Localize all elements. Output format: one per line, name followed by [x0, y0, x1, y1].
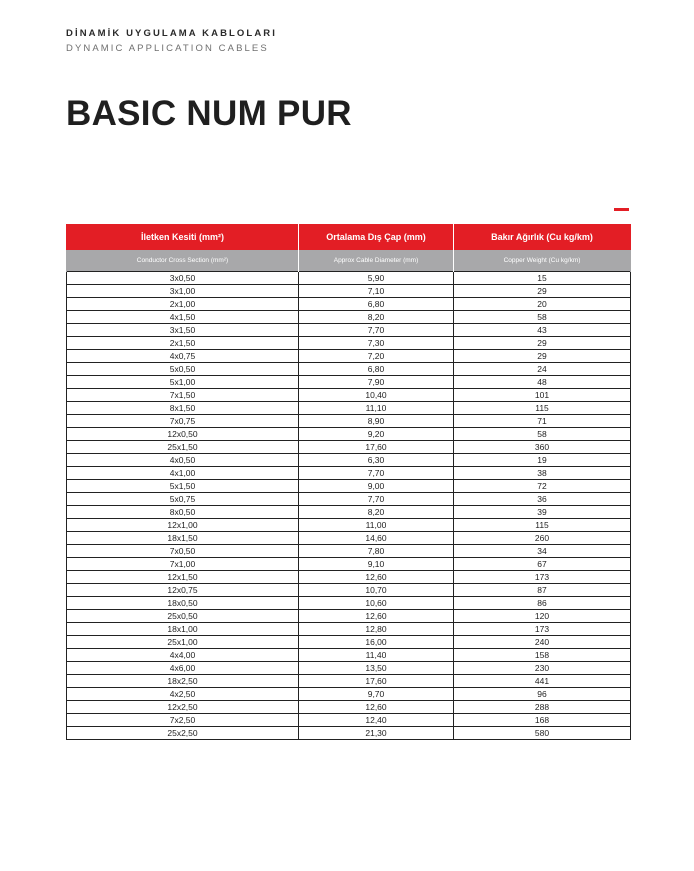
table-row [67, 402, 631, 415]
cell-conductor: 18x0,50 [67, 597, 299, 610]
cell-diameter: 7,20 [299, 350, 454, 363]
cell-conductor: 25x2,50 [67, 727, 299, 740]
table-row [67, 350, 631, 363]
cell-conductor: 3x0,50 [67, 272, 299, 285]
cell-conductor: 3x1,50 [67, 324, 299, 337]
cell-diameter: 21,30 [299, 727, 454, 740]
cell-diameter: 9,00 [299, 480, 454, 493]
cell-conductor: 12x0,50 [67, 428, 299, 441]
cell-conductor: 2x1,00 [67, 298, 299, 311]
cell-diameter: 12,80 [299, 623, 454, 636]
cell-copper: 15 [454, 272, 631, 285]
table-row [67, 337, 631, 350]
cell-conductor: 18x1,00 [67, 623, 299, 636]
cell-diameter: 6,30 [299, 454, 454, 467]
page-title: BASIC NUM PUR [66, 94, 352, 133]
cell-copper: 67 [454, 558, 631, 571]
cell-copper: 29 [454, 350, 631, 363]
cell-copper: 58 [454, 311, 631, 324]
table-row [67, 324, 631, 337]
cell-copper: 168 [454, 714, 631, 727]
cell-conductor: 25x1,00 [67, 636, 299, 649]
cell-copper: 20 [454, 298, 631, 311]
cell-conductor: 7x0,75 [67, 415, 299, 428]
cell-diameter: 7,30 [299, 337, 454, 350]
cell-copper: 43 [454, 324, 631, 337]
cell-diameter: 8,20 [299, 506, 454, 519]
cell-copper: 36 [454, 493, 631, 506]
cell-copper: 87 [454, 584, 631, 597]
header-conductor-en: Conductor Cross Section (mm²) [67, 250, 299, 272]
spec-table [66, 224, 631, 740]
cell-diameter: 7,10 [299, 285, 454, 298]
table-row [67, 662, 631, 675]
cell-conductor: 5x1,00 [67, 376, 299, 389]
cell-diameter: 7,70 [299, 324, 454, 337]
cell-conductor: 5x0,75 [67, 493, 299, 506]
cell-conductor: 12x1,00 [67, 519, 299, 532]
cell-diameter: 12,60 [299, 571, 454, 584]
cell-diameter: 5,90 [299, 272, 454, 285]
cell-conductor: 5x0,50 [67, 363, 299, 376]
cell-diameter: 10,40 [299, 389, 454, 402]
cell-diameter: 12,60 [299, 610, 454, 623]
table-row [67, 311, 631, 324]
table-row [67, 506, 631, 519]
cell-copper: 19 [454, 454, 631, 467]
cell-diameter: 11,00 [299, 519, 454, 532]
cell-copper: 86 [454, 597, 631, 610]
cell-copper: 360 [454, 441, 631, 454]
cell-copper: 173 [454, 623, 631, 636]
cell-copper: 39 [454, 506, 631, 519]
cell-diameter: 9,20 [299, 428, 454, 441]
cell-diameter: 11,40 [299, 649, 454, 662]
cell-diameter: 17,60 [299, 441, 454, 454]
cell-copper: 29 [454, 337, 631, 350]
section-title-en: DYNAMIC APPLICATION CABLES [66, 43, 269, 54]
table-row [67, 701, 631, 714]
cell-conductor: 7x1,50 [67, 389, 299, 402]
table-row [67, 519, 631, 532]
cell-copper: 441 [454, 675, 631, 688]
cell-diameter: 7,70 [299, 493, 454, 506]
cell-diameter: 12,60 [299, 701, 454, 714]
table-row [67, 623, 631, 636]
table-row [67, 441, 631, 454]
cell-copper: 240 [454, 636, 631, 649]
cell-conductor: 25x1,50 [67, 441, 299, 454]
cell-diameter: 16,00 [299, 636, 454, 649]
cell-diameter: 8,90 [299, 415, 454, 428]
cell-diameter: 7,90 [299, 376, 454, 389]
cell-conductor: 4x0,75 [67, 350, 299, 363]
table-row [67, 545, 631, 558]
cell-conductor: 4x1,50 [67, 311, 299, 324]
cell-conductor: 2x1,50 [67, 337, 299, 350]
table-row [67, 597, 631, 610]
cell-copper: 173 [454, 571, 631, 584]
cell-copper: 34 [454, 545, 631, 558]
table-row [67, 493, 631, 506]
table-row [67, 272, 631, 285]
table-row [67, 584, 631, 597]
table-row [67, 688, 631, 701]
cell-diameter: 10,70 [299, 584, 454, 597]
header-row-tr [67, 224, 631, 250]
cell-conductor: 4x4,00 [67, 649, 299, 662]
cell-conductor: 25x0,50 [67, 610, 299, 623]
header-diameter-en: Approx Cable Diameter (mm) [299, 250, 454, 272]
cell-conductor: 8x1,50 [67, 402, 299, 415]
cell-diameter: 8,20 [299, 311, 454, 324]
cell-copper: 120 [454, 610, 631, 623]
cell-copper: 230 [454, 662, 631, 675]
cell-conductor: 18x1,50 [67, 532, 299, 545]
cell-conductor: 4x0,50 [67, 454, 299, 467]
cell-diameter: 10,60 [299, 597, 454, 610]
cell-diameter: 13,50 [299, 662, 454, 675]
header-row-en [67, 250, 631, 272]
cell-conductor: 4x1,00 [67, 467, 299, 480]
cell-conductor: 12x2,50 [67, 701, 299, 714]
cell-copper: 115 [454, 402, 631, 415]
cell-diameter: 7,70 [299, 467, 454, 480]
table-body [67, 272, 631, 740]
cell-conductor: 8x0,50 [67, 506, 299, 519]
table-row [67, 571, 631, 584]
cell-copper: 71 [454, 415, 631, 428]
cell-conductor: 4x6,00 [67, 662, 299, 675]
header-conductor-tr: İletken Kesiti (mm²) [67, 224, 299, 250]
cell-diameter: 6,80 [299, 363, 454, 376]
accent-marker [614, 208, 629, 211]
table-row [67, 558, 631, 571]
table-row [67, 532, 631, 545]
cell-copper: 24 [454, 363, 631, 376]
cell-copper: 72 [454, 480, 631, 493]
cell-diameter: 9,10 [299, 558, 454, 571]
table-row [67, 415, 631, 428]
cell-copper: 158 [454, 649, 631, 662]
header-copper-en: Copper Weight (Cu kg/km) [454, 250, 631, 272]
table-row [67, 363, 631, 376]
cell-copper: 29 [454, 285, 631, 298]
cell-diameter: 9,70 [299, 688, 454, 701]
cell-conductor: 12x1,50 [67, 571, 299, 584]
cell-conductor: 12x0,75 [67, 584, 299, 597]
header-diameter-tr: Ortalama Dış Çap (mm) [299, 224, 454, 250]
cell-diameter: 17,60 [299, 675, 454, 688]
cell-conductor: 5x1,50 [67, 480, 299, 493]
cell-diameter: 6,80 [299, 298, 454, 311]
cell-copper: 288 [454, 701, 631, 714]
table-row [67, 714, 631, 727]
table-row [67, 298, 631, 311]
cell-diameter: 14,60 [299, 532, 454, 545]
cell-copper: 48 [454, 376, 631, 389]
cell-diameter: 12,40 [299, 714, 454, 727]
cell-diameter: 7,80 [299, 545, 454, 558]
cell-conductor: 3x1,00 [67, 285, 299, 298]
section-title-tr: DİNAMİK UYGULAMA KABLOLARI [66, 28, 277, 39]
table-row [67, 376, 631, 389]
cell-copper: 96 [454, 688, 631, 701]
cell-conductor: 7x1,00 [67, 558, 299, 571]
cell-copper: 260 [454, 532, 631, 545]
table-row [67, 285, 631, 298]
cell-conductor: 18x2,50 [67, 675, 299, 688]
table-row [67, 467, 631, 480]
table-row [67, 636, 631, 649]
table-row [67, 649, 631, 662]
table-row [67, 480, 631, 493]
cell-conductor: 7x0,50 [67, 545, 299, 558]
table-row [67, 727, 631, 740]
cell-diameter: 11,10 [299, 402, 454, 415]
cell-conductor: 4x2,50 [67, 688, 299, 701]
cell-copper: 115 [454, 519, 631, 532]
table-row [67, 389, 631, 402]
table-row [67, 428, 631, 441]
cell-copper: 38 [454, 467, 631, 480]
cell-conductor: 7x2,50 [67, 714, 299, 727]
cell-copper: 580 [454, 727, 631, 740]
header-copper-tr: Bakır Ağırlık (Cu kg/km) [454, 224, 631, 250]
cell-copper: 101 [454, 389, 631, 402]
table-row [67, 454, 631, 467]
cell-copper: 58 [454, 428, 631, 441]
table-row [67, 675, 631, 688]
table-row [67, 610, 631, 623]
